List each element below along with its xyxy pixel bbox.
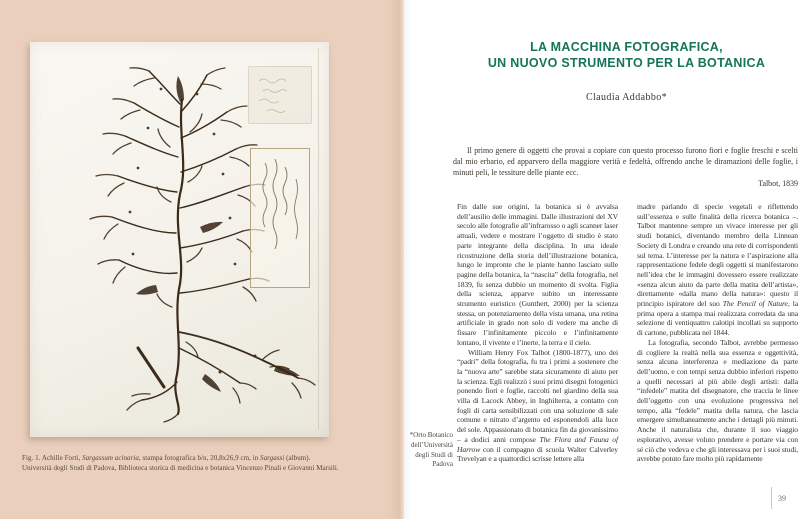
epigraph-block bbox=[453, 146, 798, 190]
book-title-pencil-of-nature: The Pencil of Nature bbox=[722, 299, 788, 309]
author-affiliation-footnote: *Orto Botanico dell’Università degli Studi di Padova bbox=[409, 431, 453, 469]
epigraph-text: Il primo genere di oggetti che provai a copiare con questo processo furono fiori e foglie freschi e scelti dal mio erbario, ed apparvero della maggiore verità e fedeltà, offrendo anche le diramazioni delle foglie, i minuti peli, le tessiture delle piante ecc. bbox=[453, 146, 798, 177]
page-number-rule bbox=[771, 487, 772, 509]
article-title bbox=[455, 40, 798, 71]
caption-species-name: Sargassum acinaria bbox=[82, 454, 139, 462]
paragraph-2: William Henry Fox Talbot (1800-1877), uno dei “padri” della fotografia, fu tra i primi a sostenere che la “nuova arte” sarebbe stata sicuramente di aiuto per la scienza. Egli realizzò i suoi primi disegni fotogenici ponendo fiori e foglie, raccolti nel giardino della sua villa di Lacock Abbey, in Inghilterra, a contatto con fogli di carta sensibilizzati con una soluzione di sale comune e nitrato d’argento ed esponendoli alla luce del sole. Appassionato di botanica fin da giovanissimo – a dodici anni compose The Flora and Fauna of Harrow con il compagno di scuola Walter Calverley Trevelyan e a quattordici scrisse lettere alla bbox=[457, 347, 618, 464]
sheet-edge-line bbox=[318, 48, 319, 429]
figure-caption: Fig. 1. Achille Forti, Sargassum acinaria, stampa fotografica b/n, 20,8x26,9 cm, in Sargassi (album). Università degli Studi di Padova, Biblioteca storica di medicina e botanica Vincenzo Pinali e Giovanni Marsili. bbox=[22, 454, 339, 472]
vertical-handwriting-icon bbox=[251, 149, 309, 287]
article-title-line2: UN NUOVO STRUMENTO PER LA BOTANICA bbox=[487, 55, 766, 70]
paragraph-4: La fotografia, secondo Talbot, avrebbe permesso di cogliere la realtà nella sua essenza e oggettività, senza alcuna interferenza e mediazione da parte dell’uomo, e con tempi senza dubbio inferiori rispetto a quelli necessari al più abile degli artisti: dalla “infedele” matita del disegnatore, che traccia le linee dell’oggetto con una evoluzione progressiva nel tempo, alla “fedele” matita della natura, che lascia emergere simultaneamente anche i dettagli più minuti. Anche il naturalista che, durante il suo viaggio esplorativo, avesse voluto prendere e portare via con sé ciò che vedeva e che gli interessava per i suoi studi, avrebbe potuto fare molto più rapidamente bbox=[637, 337, 798, 464]
book-title-flora-fauna: The Flora and Fauna of Harrow bbox=[457, 434, 618, 454]
herbarium-photo bbox=[30, 42, 329, 437]
epigraph-attribution: Talbot, 1839 bbox=[758, 179, 798, 189]
author-byline: Claudia Addabbo* bbox=[585, 92, 668, 103]
handwriting-squiggles-icon bbox=[249, 67, 311, 123]
herbarium-label-vertical bbox=[250, 148, 310, 288]
paragraph-1: Fin dalle sue origini, la botanica si è avvalsa dell’ausilio delle immagini. Dalle illustrazioni del XV secolo alle fotografie all’infrarosso o agli scanner laser attuali, vedere e mostrare l’oggetto di studio è stato parte integrante della disciplina. In una ideale ricostruzione della storia dell’illustrazione botanica, lungo le impronte che le piante hanno lasciato sulle pagine della botanica, la “nascita” della fotografia, nel 1839, fu senza dubbio un momento di svolta. Figlia della scienza, apparve subito un interessante strumento euristico (Gunthert, 2000) per la scienza stessa, un potenziamento della vista umana, una retina artificiale in grado non solo di vedere ma anche di fissare l’infinitamente piccolo e l’infinitamente lontano, il vivente e l’inerte, la terra e il cielo. bbox=[457, 202, 618, 347]
caption-album-title: Sargassi bbox=[260, 454, 285, 462]
page-number: 39 bbox=[778, 493, 786, 503]
body-column-right bbox=[637, 202, 798, 464]
paragraph-3: madre parlando di specie vegetali e riflettendo sull’essenza e sulle finalità della ricerca botanica –. Talbot mantenne sempre un vivace interesse per gli studi botanici, diventando membro della Linnean Society di Londra e creando una rete di corrispondenti sul tema. L’interesse per la natura e l’aspirazione alla rappresentazione fedele degli oggetti si manifestarono nell’idea che le immagini dovessero essere realizzate «senza alcun aiuto da parte della matita dell’artista», direttamente «dalla mano della natura»: questo il principio ispiratore del suo The Pencil of Nature, la prima opera a stampa mai realizzata corredata da una selezione di ventiquattro calotipi incollati su supporto di cartone, pubblicata nel 1844. bbox=[637, 202, 798, 338]
body-column-left bbox=[457, 202, 618, 464]
article-title-line1: LA MACCHINA FOTOGRAFICA, bbox=[530, 40, 723, 54]
caption-credit-line: Università degli Studi di Padova, Biblioteca storica di medicina e botanica Vincenzo Pinali e Giovanni Marsili. bbox=[22, 464, 339, 472]
page-number-block bbox=[771, 487, 786, 509]
herbarium-label-faded bbox=[248, 66, 312, 124]
body-text bbox=[457, 202, 798, 464]
right-page bbox=[404, 0, 800, 519]
caption-text: Fig. 1. Achille Forti, bbox=[22, 454, 83, 462]
